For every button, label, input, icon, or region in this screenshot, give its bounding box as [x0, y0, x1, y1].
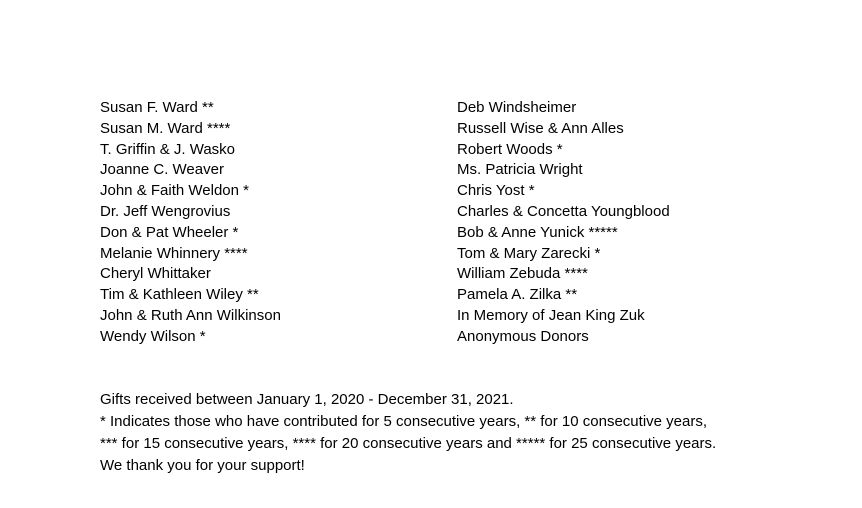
donor-name: Joanne C. Weaver: [100, 161, 224, 179]
donor-name: Chris Yost *: [457, 182, 535, 200]
donor-name: Robert Woods *: [457, 140, 563, 158]
donor-list-right: [457, 98, 670, 348]
donor-name: Melanie Whinnery ****: [100, 244, 248, 262]
donor-name: Susan M. Ward ****: [100, 119, 231, 137]
donor-name: Charles & Concetta Youngblood: [457, 202, 670, 220]
donor-name: Pamela A. Zilka **: [457, 286, 578, 304]
donor-name: Russell Wise & Ann Alles: [457, 119, 624, 137]
donor-list-left: [100, 98, 281, 348]
donor-name: Wendy Wilson *: [100, 327, 206, 345]
gifts-period-note: Gifts received between January 1, 2020 - December 31, 2021.: [100, 391, 514, 408]
donor-name: Ms. Patricia Wright: [457, 161, 583, 179]
legend-line-1: * Indicates those who have contributed for 5 consecutive years, ** for 10 consecutive years,: [100, 413, 708, 430]
donor-name: Cheryl Whittaker: [100, 265, 211, 283]
donor-name: Bob & Anne Yunick *****: [457, 223, 618, 241]
donor-name: Anonymous Donors: [457, 327, 589, 345]
donor-name: William Zebuda ****: [457, 265, 588, 283]
donor-name: Tom & Mary Zarecki *: [457, 244, 601, 262]
legend-line-2: *** for 15 consecutive years, **** for 20 consecutive years and ***** for 25 consecutive years.: [100, 435, 717, 452]
donor-name: Don & Pat Wheeler *: [100, 223, 239, 241]
donor-name: John & Ruth Ann Wilkinson: [100, 306, 281, 324]
donor-name: Susan F. Ward **: [100, 99, 214, 116]
footer-notes: [100, 389, 840, 477]
donor-name: T. Griffin & J. Wasko: [100, 140, 236, 158]
donor-name: Dr. Jeff Wengrovius: [100, 202, 231, 220]
donor-name: In Memory of Jean King Zuk: [457, 306, 645, 324]
thank-you-note: We thank you for your support!: [100, 457, 305, 474]
donor-name: Tim & Kathleen Wiley **: [100, 286, 259, 304]
donor-name: Deb Windsheimer: [457, 99, 577, 116]
donor-name: John & Faith Weldon *: [100, 182, 249, 200]
